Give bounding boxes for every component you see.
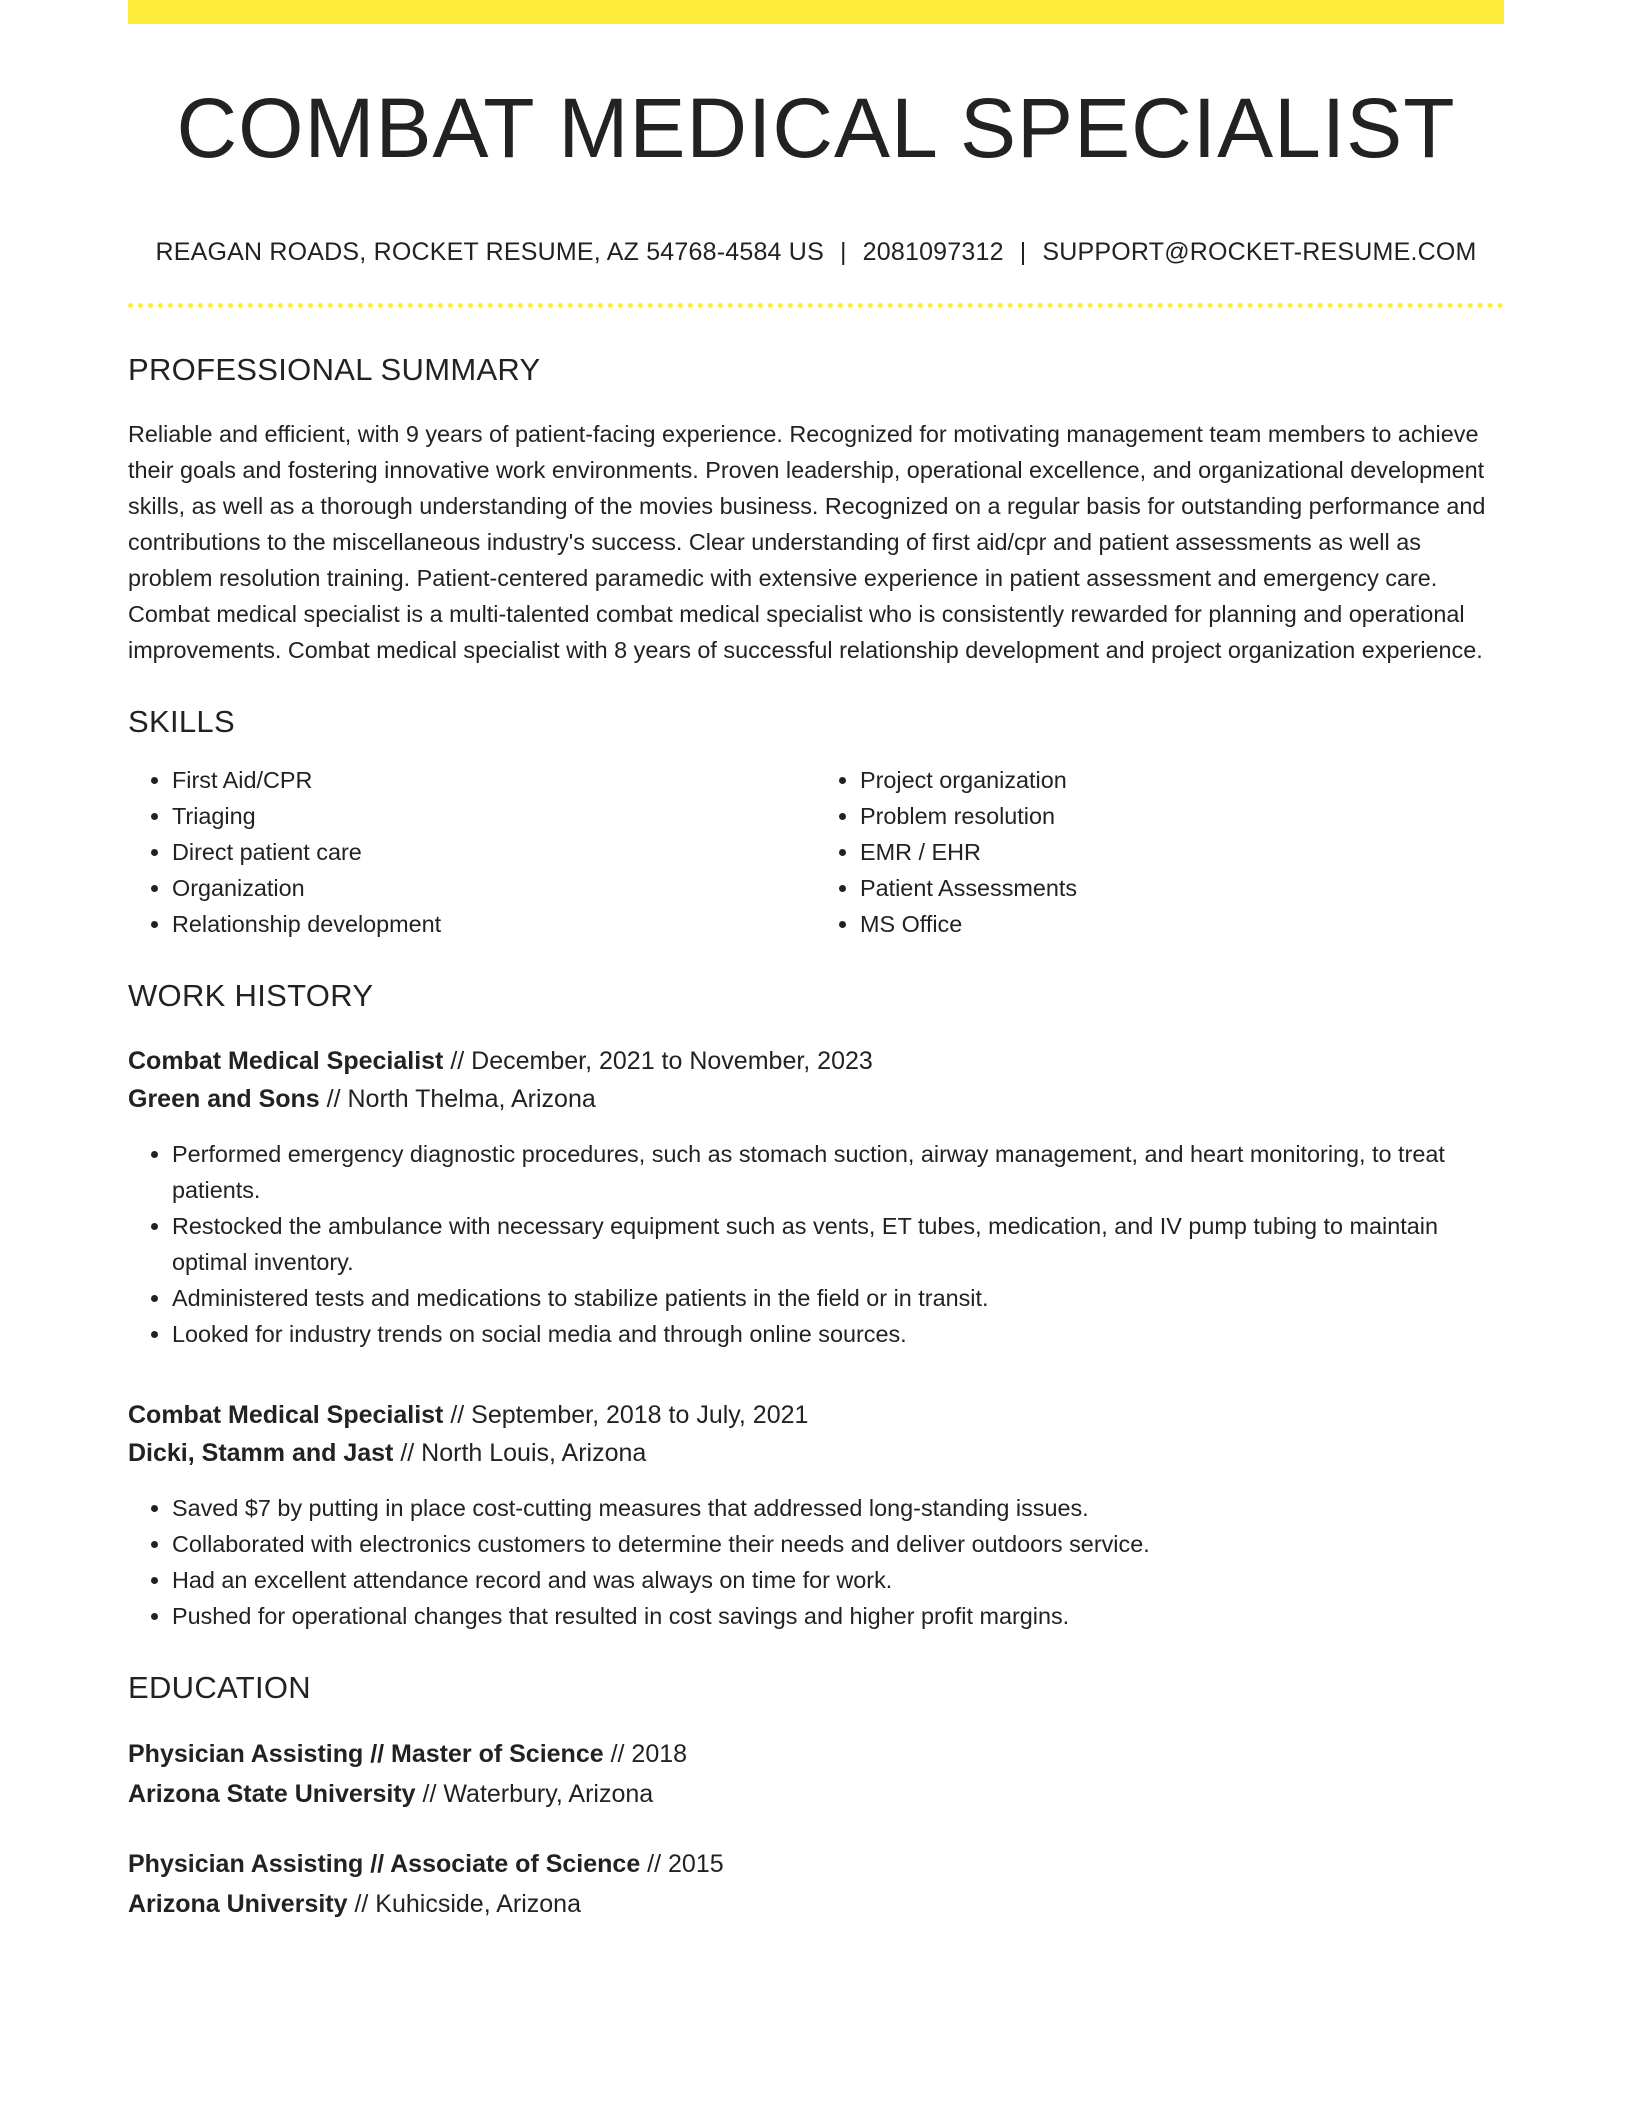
job-dates: // December, 2021 to November, 2023 bbox=[443, 1047, 873, 1076]
education-entry bbox=[128, 1734, 1504, 1814]
education-entry bbox=[128, 1844, 1504, 1924]
job-location: // North Louis, Arizona bbox=[393, 1439, 647, 1468]
job-bullet: • Pushed for operational changes that resulted in cost savings and higher profit margins. bbox=[172, 1598, 1504, 1634]
skill-item: • EMR / EHR bbox=[860, 834, 1504, 870]
job-title-line bbox=[128, 1042, 1504, 1080]
skill-item: • Organization bbox=[172, 870, 816, 906]
job-company: Dicki, Stamm and Jast bbox=[128, 1439, 394, 1468]
job-location: // North Thelma, Arizona bbox=[319, 1085, 596, 1114]
skill-item: • Project organization bbox=[860, 762, 1504, 798]
job-entry bbox=[128, 1042, 1504, 1352]
job-bullets bbox=[128, 1136, 1504, 1352]
resume-name: COMBAT MEDICAL SPECIALIST bbox=[176, 81, 1456, 175]
education-school: Arizona State University bbox=[128, 1780, 416, 1809]
education-heading: EDUCATION bbox=[128, 1670, 311, 1706]
job-bullet: • Saved $7 by putting in place cost-cutting measures that addressed long-standing issues. bbox=[172, 1490, 1504, 1526]
skill-item: • Problem resolution bbox=[860, 798, 1504, 834]
education-degree: Physician Assisting // Master of Science bbox=[128, 1740, 604, 1769]
job-title-line bbox=[128, 1396, 1504, 1434]
skill-item: • Triaging bbox=[172, 798, 816, 834]
job-dates: // September, 2018 to July, 2021 bbox=[443, 1401, 809, 1430]
skills-column-right bbox=[816, 762, 1504, 942]
contact-phone: 2081097312 bbox=[862, 238, 1004, 267]
dotted-divider bbox=[128, 303, 1504, 308]
job-company-line bbox=[128, 1434, 1504, 1472]
contact-email: SUPPORT@ROCKET-RESUME.COM bbox=[1042, 238, 1477, 267]
skill-item: • Direct patient care bbox=[172, 834, 816, 870]
education-degree-line bbox=[128, 1734, 1504, 1774]
job-bullets bbox=[128, 1490, 1504, 1634]
job-entry bbox=[128, 1396, 1504, 1634]
job-bullet: • Had an excellent attendance record and was always on time for work. bbox=[172, 1562, 1504, 1598]
education-year: // 2015 bbox=[640, 1850, 724, 1879]
skill-item: • Patient Assessments bbox=[860, 870, 1504, 906]
education-school-line bbox=[128, 1884, 1504, 1924]
contact-line bbox=[128, 238, 1504, 267]
skill-item: • Relationship development bbox=[172, 906, 816, 942]
summary-text: Reliable and efficient, with 9 years of patient-facing experience. Recognized for motivating management team members to achieve their goals and fostering innovative work environments. Proven leadership, operational excellence, and organizational development skills, as well as a thorough understanding of the movies business. Recognized on a regular basis for outstanding performance and contributions to the miscellaneous industry's success. Clear understanding of first aid/cpr and patient assessments as well as problem resolution training. Patient-centered paramedic with extensive experience in patient assessment and emergency care. Combat medical specialist is a multi-talented combat medical specialist who is consistently rewarded for planning and operational improvements. Combat medical specialist with 8 years of successful relationship development and project organization experience. bbox=[128, 421, 1486, 664]
education-location: // Waterbury, Arizona bbox=[415, 1780, 654, 1809]
skills-heading: SKILLS bbox=[128, 704, 235, 740]
job-company-line bbox=[128, 1080, 1504, 1118]
job-bullet: • Collaborated with electronics customers to determine their needs and deliver outdoors service. bbox=[172, 1526, 1504, 1562]
education-degree-line bbox=[128, 1844, 1504, 1884]
contact-address: REAGAN ROADS, ROCKET RESUME, AZ 54768-4584 US bbox=[155, 238, 824, 267]
education-year: // 2018 bbox=[603, 1740, 688, 1769]
skill-item: • First Aid/CPR bbox=[172, 762, 816, 798]
skills-column-left bbox=[128, 762, 816, 942]
resume-page bbox=[128, 0, 1504, 1924]
job-role: Combat Medical Specialist bbox=[128, 1401, 444, 1430]
education-degree: Physician Assisting // Associate of Science bbox=[128, 1850, 641, 1879]
skills-list bbox=[128, 762, 1504, 942]
contact-separator: | bbox=[1019, 238, 1027, 267]
job-role: Combat Medical Specialist bbox=[128, 1047, 444, 1076]
top-accent-bar bbox=[128, 0, 1504, 24]
summary-heading: PROFESSIONAL SUMMARY bbox=[128, 352, 541, 388]
contact-separator: | bbox=[839, 238, 847, 267]
job-bullet: • Administered tests and medications to stabilize patients in the field or in transit. bbox=[172, 1280, 1504, 1316]
work-history-heading: WORK HISTORY bbox=[128, 978, 374, 1014]
education-school-line bbox=[128, 1774, 1504, 1814]
job-bullet: • Restocked the ambulance with necessary equipment such as vents, ET tubes, medication, and IV pump tubing to maintain optimal inventory. bbox=[172, 1208, 1504, 1280]
skill-item: • MS Office bbox=[860, 906, 1504, 942]
job-company: Green and Sons bbox=[128, 1085, 320, 1114]
education-location: // Kuhicside, Arizona bbox=[347, 1890, 581, 1919]
job-bullet: • Looked for industry trends on social media and through online sources. bbox=[172, 1316, 1504, 1352]
job-bullet: • Performed emergency diagnostic procedures, such as stomach suction, airway management, and heart monitoring, to treat patients. bbox=[172, 1136, 1504, 1208]
education-school: Arizona University bbox=[128, 1890, 348, 1919]
